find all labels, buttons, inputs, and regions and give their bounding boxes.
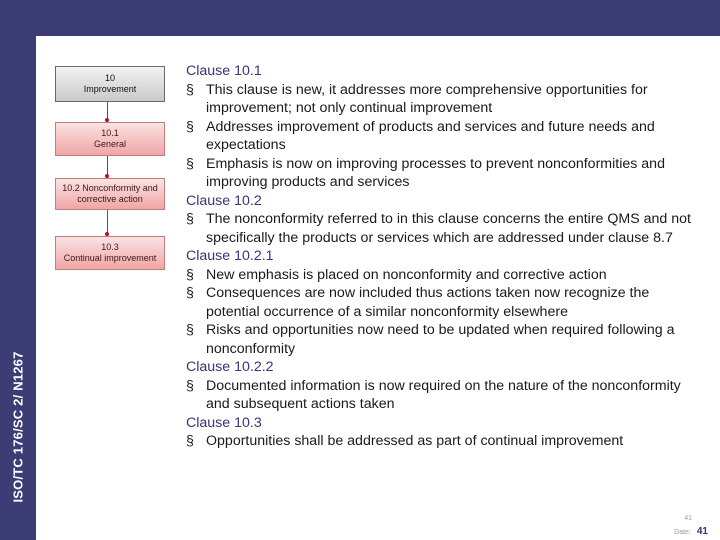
bullet-icon: §: [186, 433, 194, 449]
sub-box-line1: 10.2 Nonconformity and: [62, 183, 158, 193]
document-reference-label: ISO/TC 176/SC 2/ N1267: [10, 351, 26, 503]
bullet-item: [186, 210, 696, 247]
bullet-text: Opportunities shall be addressed as part of continual improvement: [206, 433, 624, 449]
sub-box-line2: corrective action: [77, 194, 143, 204]
improvement-main-box: [55, 66, 165, 102]
bullet-icon: §: [186, 377, 194, 394]
clause-section: [186, 192, 696, 248]
bullet-item: [186, 432, 696, 451]
clause-heading: Clause 10.3: [186, 414, 262, 431]
general-sub-box: [55, 122, 165, 156]
clause-heading: Clause 10.2.2: [186, 359, 274, 375]
top-header-band: [0, 0, 720, 36]
sub-box-line2: Continual improvement: [63, 253, 157, 263]
bullet-item: [186, 284, 696, 321]
bullet-item: [186, 377, 696, 414]
left-sidebar-band: [0, 0, 36, 540]
clause-section: [186, 414, 696, 451]
sub-box-line1: 10.3: [101, 242, 119, 252]
bullet-icon: §: [186, 155, 194, 172]
bullet-item: [186, 321, 696, 358]
page-number: 41: [696, 526, 708, 537]
bullet-item: [186, 266, 696, 285]
continual-improvement-sub-box: [55, 236, 165, 270]
bullet-item: [186, 118, 696, 155]
main-box-number: 10: [104, 73, 115, 83]
bullet-item: [186, 81, 696, 118]
slide-number-faint: 41: [684, 515, 692, 522]
bullet-text: Consequences are now included thus actions taken now recognize the potential occurrence of a similar nonconformity elsewhere: [206, 285, 650, 320]
bullet-icon: §: [186, 211, 194, 227]
clause-notes: [186, 62, 696, 451]
bullet-text: Emphasis is now on improving processes to prevent nonconformities and improving products and services: [206, 155, 665, 190]
footer: [674, 526, 708, 537]
sub-box-line2: General: [93, 139, 127, 149]
clause-heading: Clause 10.1: [186, 63, 262, 79]
bullet-text: Documented information is now required on the nature of the nonconformity and subsequent actions taken: [206, 377, 681, 412]
clause-section: [186, 247, 696, 358]
bullet-item: [186, 155, 696, 192]
clause-heading: Clause 10.2.1: [186, 248, 274, 264]
bullet-text: Addresses improvement of products and services and future needs and expectations: [206, 118, 655, 153]
sub-box-line1: 10.1: [101, 128, 119, 138]
bullet-icon: §: [186, 285, 194, 301]
main-box-title: Improvement: [83, 84, 137, 94]
bullet-text: Risks and opportunities now need to be updated when required following a nonconformity: [206, 322, 675, 357]
nonconformity-sub-box: [55, 178, 165, 210]
bullet-icon: §: [186, 266, 194, 283]
bullet-icon: §: [186, 81, 194, 98]
bullet-text: New emphasis is placed on nonconformity and corrective action: [206, 266, 607, 283]
bullet-text: The nonconformity referred to in this clause concerns the entire QMS and not specifically the products or services which are addressed under clause 8.7: [206, 211, 691, 246]
clause-heading: Clause 10.2: [186, 192, 262, 209]
clause-section: [186, 358, 696, 414]
bullet-icon: §: [186, 118, 194, 135]
bullet-icon: §: [186, 322, 194, 338]
bullet-text: This clause is new, it addresses more comprehensive opportunities for improvement; not only continual improvement: [206, 81, 648, 116]
clause-section: [186, 62, 696, 192]
date-label: Date:: [674, 529, 691, 536]
